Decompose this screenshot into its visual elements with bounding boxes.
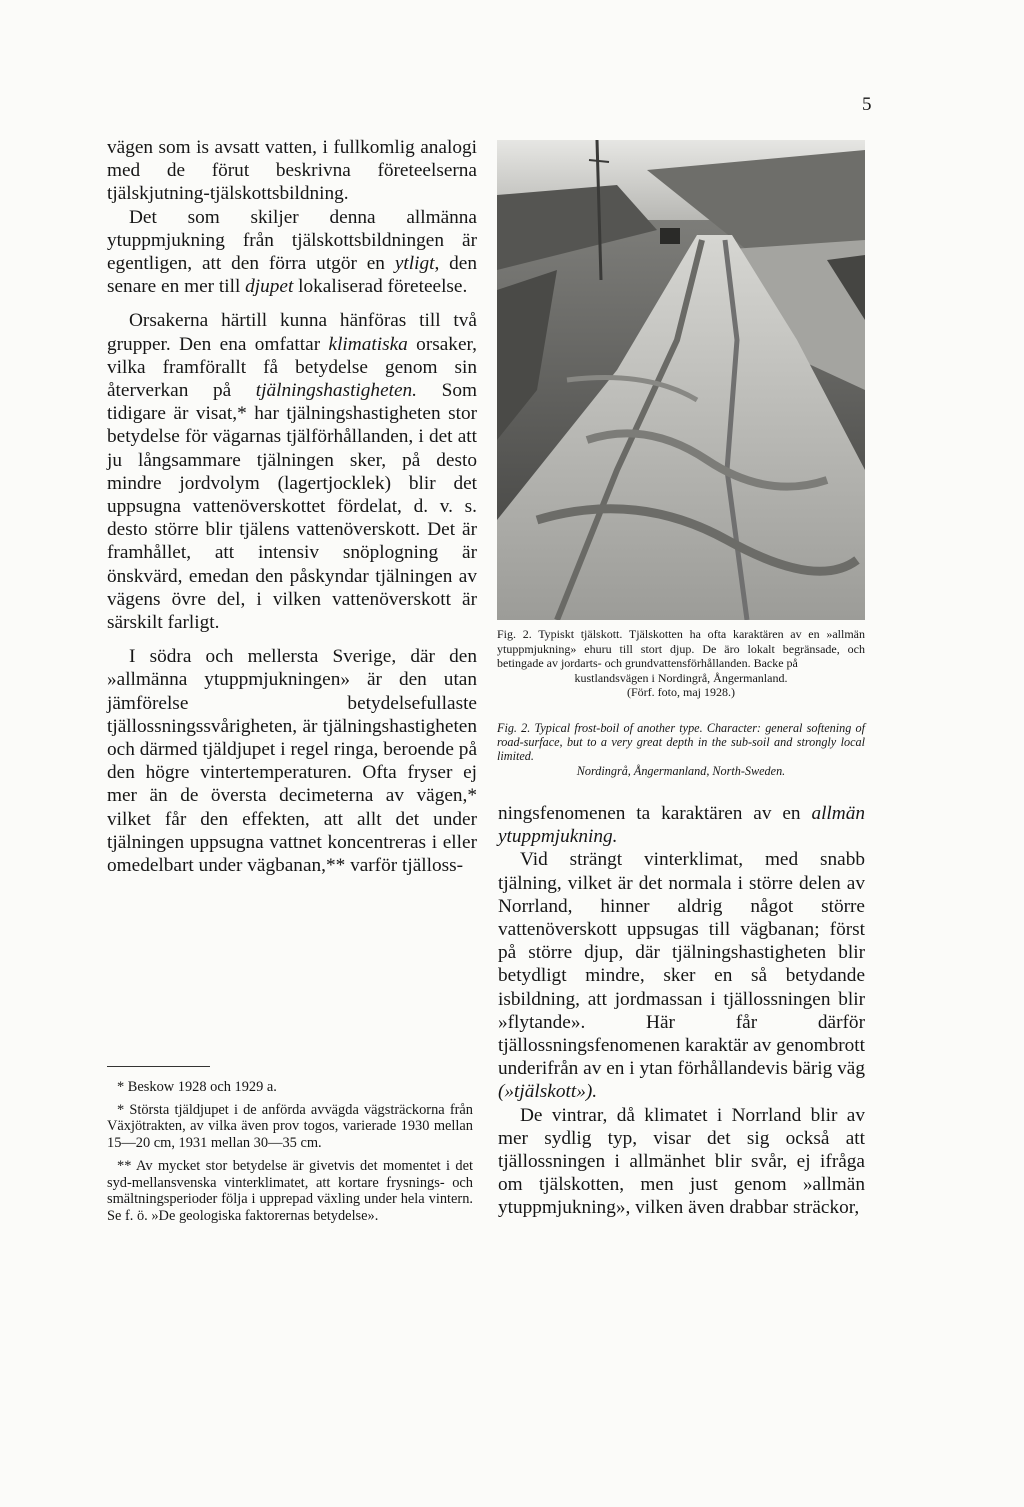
caption-swedish-credit: (Förf. foto, maj 1928.): [627, 685, 735, 700]
caption-english-location: Nordingrå, Ångermanland, North-Sweden.: [576, 763, 786, 778]
paragraph-7: De vintrar, då klimatet i Norrland blir av mer sydlig typ, visar det sig också att tjällossningen i allmänhet blir svår, ej ifråga om tjälskotten, men just genom »allmän ytuppmjukning», vilken även drabbar sträckor,: [498, 1104, 865, 1219]
text-run: Det som skiljer denna allmänna ytuppmjukning från tjälskottsbildningen är egentligen, att den förra utgör en: [107, 206, 477, 275]
emphasis-djupet: djupet: [245, 276, 294, 298]
emphasis-tjalskott: (»tjälskott»).: [498, 1081, 598, 1103]
footnotes: [107, 1079, 473, 1231]
emphasis-tjalningshastigheten: tjälningshastigheten.: [255, 380, 418, 402]
paragraph-3: [107, 309, 477, 634]
text-run: orsaker, vilka framförallt få betydelse genom sin återverkan på: [107, 333, 477, 402]
text-run: Vid strängt vinterklimat, med snabb tjälning, vilket är det normala i större delen av Norrland, hinner aldrig något större vattenöverskott uppsugas till vägbanan; först på större djup, där tjälningshastigheten blir betydligt mindre, sker en så betydande isbildning, att jordmassan i tjällossningen blir »flytande». Här får därför tjällossningsfenomenen karaktär av genombrott underifrån av en i ytan förhållandevis bärig väg: [498, 849, 865, 1080]
paragraph-1: vägen som is avsatt vatten, i fullkomlig analogi med de förut beskrivna företeelserna tjälskjutning-tjälskottsbildning.: [107, 137, 477, 205]
figure-caption-swedish: [497, 627, 865, 700]
footnote-rule: [107, 1066, 210, 1067]
figure-photo: [497, 140, 865, 620]
paragraph-2: [107, 206, 477, 299]
emphasis-klimatiska: klimatiska: [328, 333, 408, 355]
caption-swedish-location: kustlandsvägen i Nordingrå, Ångermanland.: [574, 670, 788, 685]
text-run: , den senare en mer till: [107, 253, 477, 298]
caption-english-text: Fig. 2. Typical frost-boil of another type. Character: general softening of road-surface, but to a very great depth in the sub-soil and strongly local limited.: [497, 721, 865, 764]
right-column: [498, 802, 865, 1220]
text-run: ningsfenomenen ta karaktären av en: [498, 803, 812, 824]
footnote-2: * Största tjäldjupet i de anförda avvägda vägsträckorna från Växjötrakten, av vilka även prov togos, varierade 1930 mellan 15—20 cm, 1931 mellan 30—35 cm.: [107, 1101, 473, 1152]
paragraph-5: [498, 802, 865, 848]
text-run: Som tidigare är visat,* har tjälningshastigheten stor betydelse för vägarnas tjälförhållanden, i det att ju långsammare tjälningen sker, på desto mindre jordvolym (lagertjocklek) blir det uppsugna vattenöverskottet fördelat, d. v. s. desto större blir tjälens vattenöverskott. Det är framhållet, att intensiv snöplogning är önskvärd, emedan den påskyndar tjälningen av vägens övre del, i vilken vattenöverskott är särskilt farligt.: [107, 380, 477, 634]
left-column: [107, 136, 477, 877]
emphasis-ytligt: ytligt: [394, 253, 435, 275]
text-run: lokaliserad företeelse.: [293, 276, 468, 298]
caption-swedish-text: Fig. 2. Typiskt tjälskott. Tjälskotten ha ofta karaktären av en »allmän ytuppmjukning» ehuru till stort djup. De äro lokalt begränsade, och betingade av jordarts- och grundvattensförhållanden. Backe på: [497, 627, 865, 671]
text-run: Orsakerna härtill kunna hänföras till två grupper. Den ena omfattar: [107, 310, 477, 355]
figure-caption-english: [497, 721, 865, 778]
road-photo-image: [497, 140, 865, 620]
paragraph-4: I södra och mellersta Sverige, där den »allmänna ytuppmjukningen» är den utan jämförelse betydelsefullaste tjällossningssvårigheten, är tjälningshastigheten och därmed tjäldjupet i regel ringa, beroende på den högre vintertemperaturen. Ofta fryser ej mer än de översta decimeterna av vägen,* vilket får den effekten, att allt det under tjälningen uppsugna vattnet koncentreras i eller omedelbart under vägbanan,** varför tjälloss-: [107, 646, 477, 877]
page-number: 5: [862, 94, 872, 115]
footnote-1: * Beskow 1928 och 1929 a.: [117, 1079, 277, 1095]
emphasis-allman-ytuppmjukning: allmän ytuppmjukning.: [498, 803, 865, 848]
footnote-3: ** Av mycket stor betydelse är givetvis det momentet i det syd-mellansvenska vinterklimatet, att kortare frysnings- och smältningsperioder följa i upprepad växling under hela vintern. Se f. ö. »De geologiska faktorernas betydelse».: [107, 1157, 473, 1224]
paragraph-6: [498, 848, 865, 1103]
